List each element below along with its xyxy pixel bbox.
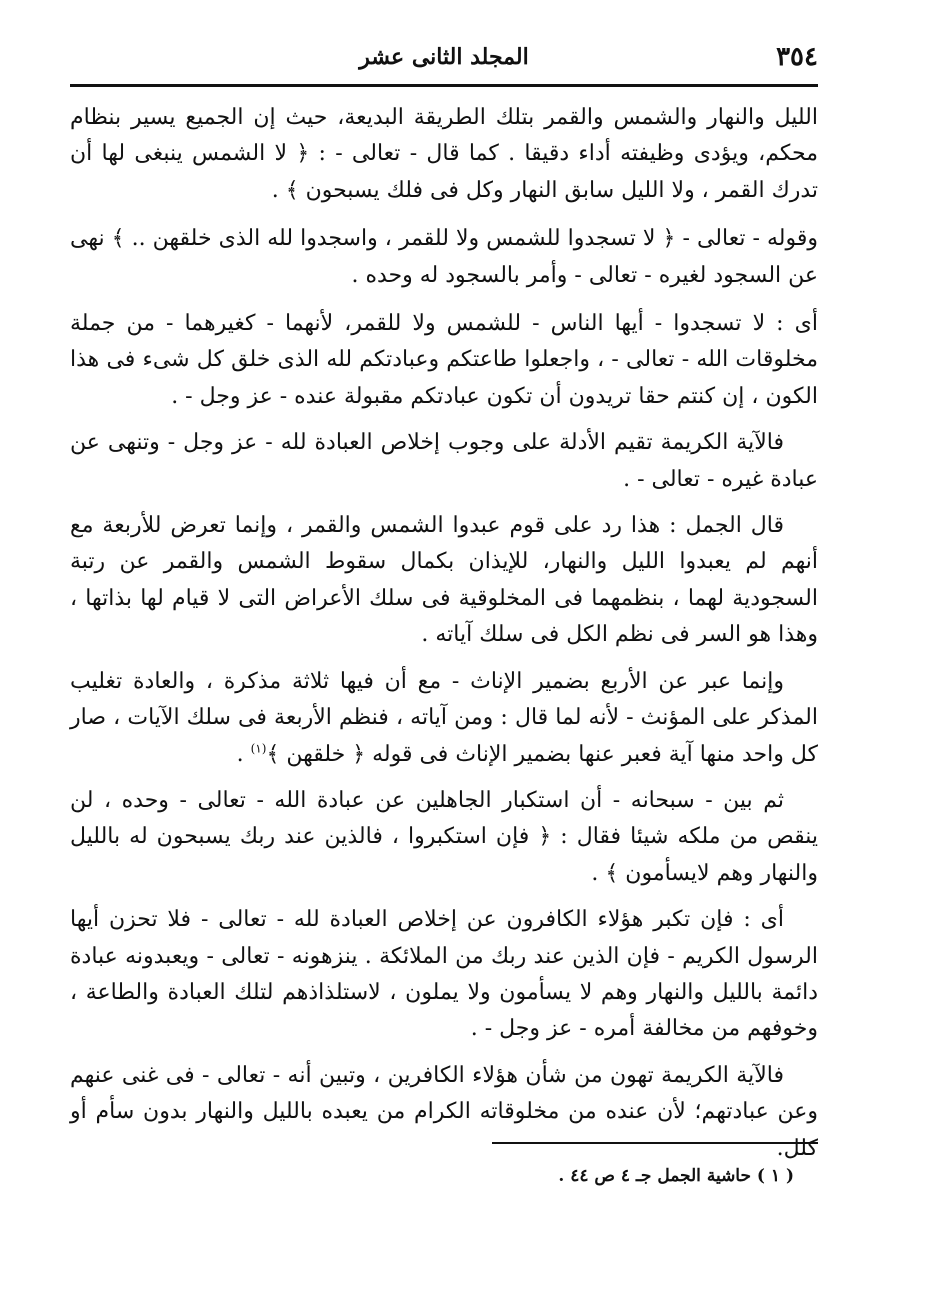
paragraph: فالآية الكريمة تقيم الأدلة على وجوب إخلاص العبادة لله - عز وجل - وتنهى عن عبادة غيره - تعالى - . bbox=[70, 430, 818, 492]
paragraph: أى : فإن تكبر هؤلاء الكافرون عن إخلاص العبادة لله - تعالى - فلا تحزن أيها الرسول الكريم - فإن الذين عند ربك من الملائكة . ينزهونه - تعالى - ويعبدونه عبادة دائمة بالليل والنهار وهم لا يسأمون ولا يملون ، لاستلذاذهم لتلك العبادة والطاعة ، وخوفهم من مخالفة أمره - عز وجل - . bbox=[70, 907, 818, 1042]
footnote: ( ١ ) حاشية الجمل جـ ٤ ص ٤٤ . bbox=[558, 1166, 794, 1186]
footnote-rule bbox=[492, 1142, 818, 1144]
paragraph: فالآية الكريمة تهون من شأن هؤلاء الكافرين ، وتبين أنه - تعالى - فى غنى عنهم وعن عبادتهم؛ لأن عنده من مخلوقاته الكرام من يعبده بالليل والنهار بدون سأم أو كلل. bbox=[70, 1062, 818, 1161]
page-number: ٣٥٤ bbox=[776, 42, 818, 72]
page-header bbox=[70, 40, 818, 80]
paragraph: وقوله - تعالى - ﴿ لا تسجدوا للشمس ولا للقمر ، واسجدوا لله الذى خلقهن .. ﴾ نهى عن السجود لغيره - تعالى - وأمر بالسجود له وحده . bbox=[70, 226, 818, 288]
running-title: المجلد الثانى عشر bbox=[359, 44, 529, 70]
paragraph bbox=[70, 664, 818, 773]
page-body bbox=[70, 100, 818, 1177]
paragraph: أى : لا تسجدوا - أيها الناس - للشمس ولا للقمر، لأنهما - كغيرهما - من جملة مخلوقات الله - تعالى - ، واجعلوا طاعتكم وعبادتكم لله الذى خلق كل شىء فى هذا الكون ، إن كنتم حقا تريدون أن تكون عبادتكم مقبولة عنده - عز وجل - . bbox=[70, 311, 818, 409]
header-rule bbox=[70, 84, 818, 87]
footnote-reference[interactable]: (١) bbox=[250, 741, 267, 756]
paragraph-text: وإنما عبر عن الأربع بضمير الإناث - مع أن فيها ثلاثة مذكرة ، والعادة تغليب المذكر على المؤنث - لأنه لما قال : ومن آياته ، فنظم الأربعة فى سلك الآيات ، صار كل واحد منها آية فعبر عنها بضمير الإناث فى قوله ﴿ خلقهن ﴾ bbox=[70, 668, 818, 767]
paragraph: ثم بين - سبحانه - أن استكبار الجاهلين عن عبادة الله - تعالى - وحده ، لن ينقص من ملكه شيئا فقال : ﴿ فإن استكبروا ، فالذين عند ربك يسبحون له بالليل والنهار وهم لايسأمون ﴾ . bbox=[70, 787, 818, 886]
paragraph-end: . bbox=[236, 741, 251, 767]
paragraph: قال الجمل : هذا رد على قوم عبدوا الشمس والقمر ، وإنما تعرض للأربعة مع أنهم لم يعبدوا الليل والنهار، للإيذان بكمال سقوط الشمس والقمر عن رتبة السجودية لهما ، بنظمهما فى المخلوقية فى سلك الأعراض التى لا قيام لها بذاتها ، وهذا هو السر فى نظم الكل فى سلك آياته . bbox=[70, 513, 818, 648]
paragraph: الليل والنهار والشمس والقمر بتلك الطريقة البديعة، حيث إن الجميع يسير بنظام محكم، ويؤدى وظيفته أداء دقيقا . كما قال - تعالى - : ﴿ لا الشمس ينبغى لها أن تدرك القمر ، ولا الليل سابق النهار وكل فى فلك يسبحون ﴾ . bbox=[70, 105, 818, 203]
